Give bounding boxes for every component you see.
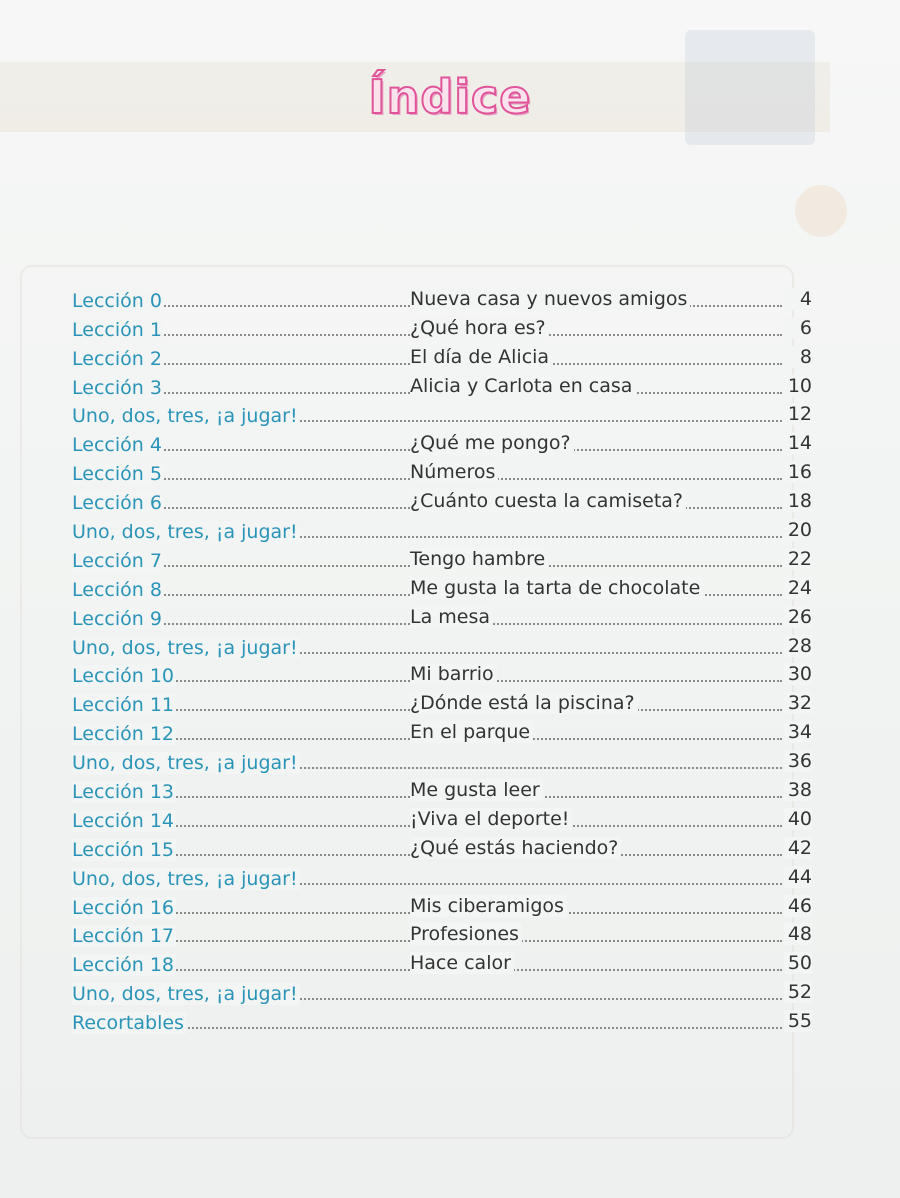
- toc-row[interactable]: [72, 687, 812, 716]
- toc-row[interactable]: [72, 456, 812, 485]
- toc-row[interactable]: [72, 716, 812, 745]
- toc-topic-label: Mi barrio: [410, 663, 497, 685]
- toc-topic-label: ¿Dónde está la piscina?: [410, 692, 638, 714]
- toc-row[interactable]: [72, 543, 812, 572]
- toc-row[interactable]: [72, 312, 812, 341]
- table-of-contents: [72, 283, 812, 1034]
- toc-row[interactable]: [72, 745, 812, 774]
- toc-lesson-label: Uno, dos, tres, ¡a jugar!: [72, 521, 298, 544]
- toc-page-number: 6: [784, 317, 812, 339]
- toc-row[interactable]: [72, 861, 812, 890]
- toc-page-number: 14: [784, 432, 812, 454]
- toc-lesson-label: Lección 3: [72, 376, 162, 399]
- toc-lesson-label: Lección 8: [72, 578, 162, 601]
- toc-row[interactable]: [72, 399, 812, 428]
- toc-topic-label: Me gusta leer: [410, 779, 543, 801]
- toc-lesson-label: Uno, dos, tres, ¡a jugar!: [72, 983, 298, 1006]
- toc-page-number: 10: [784, 375, 812, 397]
- toc-lesson-label: Uno, dos, tres, ¡a jugar!: [72, 405, 298, 428]
- toc-topic-label: Profesiones: [410, 923, 522, 945]
- toc-lesson-label: Lección 16: [72, 896, 174, 919]
- toc-row[interactable]: [72, 890, 812, 919]
- toc-row[interactable]: [72, 572, 812, 601]
- toc-page-number: 32: [784, 692, 812, 714]
- toc-lesson-label: Uno, dos, tres, ¡a jugar!: [72, 867, 298, 890]
- toc-topic-label: El día de Alicia: [410, 346, 552, 368]
- toc-lesson-label: Lección 2: [72, 347, 162, 370]
- toc-topic-label: Me gusta la tarta de chocolate: [410, 577, 703, 599]
- toc-lesson-label: Lección 12: [72, 723, 174, 746]
- toc-page-number: 20: [784, 519, 812, 541]
- toc-page-number: 30: [784, 663, 812, 685]
- toc-row[interactable]: [72, 1005, 812, 1034]
- toc-row[interactable]: [72, 630, 812, 659]
- toc-lesson-label: Recortables: [72, 1012, 184, 1035]
- toc-page-number: 34: [784, 721, 812, 743]
- toc-topic-label: Nueva casa y nuevos amigos: [410, 288, 690, 310]
- toc-lesson-label: Lección 15: [72, 838, 174, 861]
- toc-row[interactable]: [72, 659, 812, 688]
- toc-topic-label: La mesa: [410, 606, 493, 628]
- toc-row[interactable]: [72, 976, 812, 1005]
- toc-row[interactable]: [72, 370, 812, 399]
- toc-row[interactable]: [72, 283, 812, 312]
- toc-lesson-label: Lección 13: [72, 781, 174, 804]
- toc-page-number: 24: [784, 577, 812, 599]
- toc-page-number: 55: [784, 1010, 812, 1032]
- toc-page-number: 36: [784, 750, 812, 772]
- toc-page-number: 48: [784, 923, 812, 945]
- toc-page-number: 40: [784, 808, 812, 830]
- toc-page-number: 38: [784, 779, 812, 801]
- toc-lesson-label: Uno, dos, tres, ¡a jugar!: [72, 636, 298, 659]
- toc-topic-label: ¿Cuánto cuesta la camiseta?: [410, 490, 686, 512]
- toc-page-number: 8: [784, 346, 812, 368]
- toc-topic-label: En el parque: [410, 721, 533, 743]
- toc-row[interactable]: [72, 341, 812, 370]
- toc-page-number: 4: [784, 288, 812, 310]
- toc-topic-label: Hace calor: [410, 952, 514, 974]
- toc-row[interactable]: [72, 803, 812, 832]
- toc-lesson-label: Lección 9: [72, 607, 162, 630]
- toc-row[interactable]: [72, 832, 812, 861]
- toc-page-number: 46: [784, 895, 812, 917]
- toc-lesson-label: Lección 0: [72, 289, 162, 312]
- toc-page-number: 26: [784, 606, 812, 628]
- toc-page-number: 42: [784, 837, 812, 859]
- toc-row[interactable]: [72, 601, 812, 630]
- toc-page-number: 50: [784, 952, 812, 974]
- toc-page-number: 44: [784, 866, 812, 888]
- toc-page-number: 22: [784, 548, 812, 570]
- toc-row[interactable]: [72, 514, 812, 543]
- toc-lesson-label: Lección 18: [72, 954, 174, 977]
- toc-page-number: 28: [784, 635, 812, 657]
- toc-lesson-label: Lección 14: [72, 809, 174, 832]
- toc-topic-label: ¡Viva el deporte!: [410, 808, 572, 830]
- toc-topic-label: Mis ciberamigos: [410, 895, 567, 917]
- toc-row[interactable]: [72, 947, 812, 976]
- toc-page-number: 12: [784, 403, 812, 425]
- toc-topic-label: Tengo hambre: [410, 548, 548, 570]
- toc-lesson-label: Lección 5: [72, 463, 162, 486]
- toc-page-number: 18: [784, 490, 812, 512]
- show-through-circle: [795, 185, 847, 237]
- toc-topic-label: Alicia y Carlota en casa: [410, 375, 635, 397]
- toc-lesson-label: Lección 6: [72, 492, 162, 515]
- toc-lesson-label: Lección 1: [72, 318, 162, 341]
- toc-row[interactable]: [72, 427, 812, 456]
- toc-lesson-label: Lección 4: [72, 434, 162, 457]
- toc-topic-label: ¿Qué estás haciendo?: [410, 837, 621, 859]
- toc-topic-label: Números: [410, 461, 498, 483]
- toc-page-number: 16: [784, 461, 812, 483]
- toc-page-number: 52: [784, 981, 812, 1003]
- toc-lesson-label: Lección 10: [72, 665, 174, 688]
- toc-row[interactable]: [72, 485, 812, 514]
- toc-lesson-label: Lección 7: [72, 549, 162, 572]
- toc-row[interactable]: [72, 774, 812, 803]
- toc-lesson-label: Lección 11: [72, 694, 174, 717]
- toc-topic-label: ¿Qué hora es?: [410, 317, 549, 339]
- toc-row[interactable]: [72, 919, 812, 948]
- index-title: Índice: [368, 70, 532, 124]
- toc-topic-label: ¿Qué me pongo?: [410, 432, 574, 454]
- toc-lesson-label: Uno, dos, tres, ¡a jugar!: [72, 752, 298, 775]
- toc-lesson-label: Lección 17: [72, 925, 174, 948]
